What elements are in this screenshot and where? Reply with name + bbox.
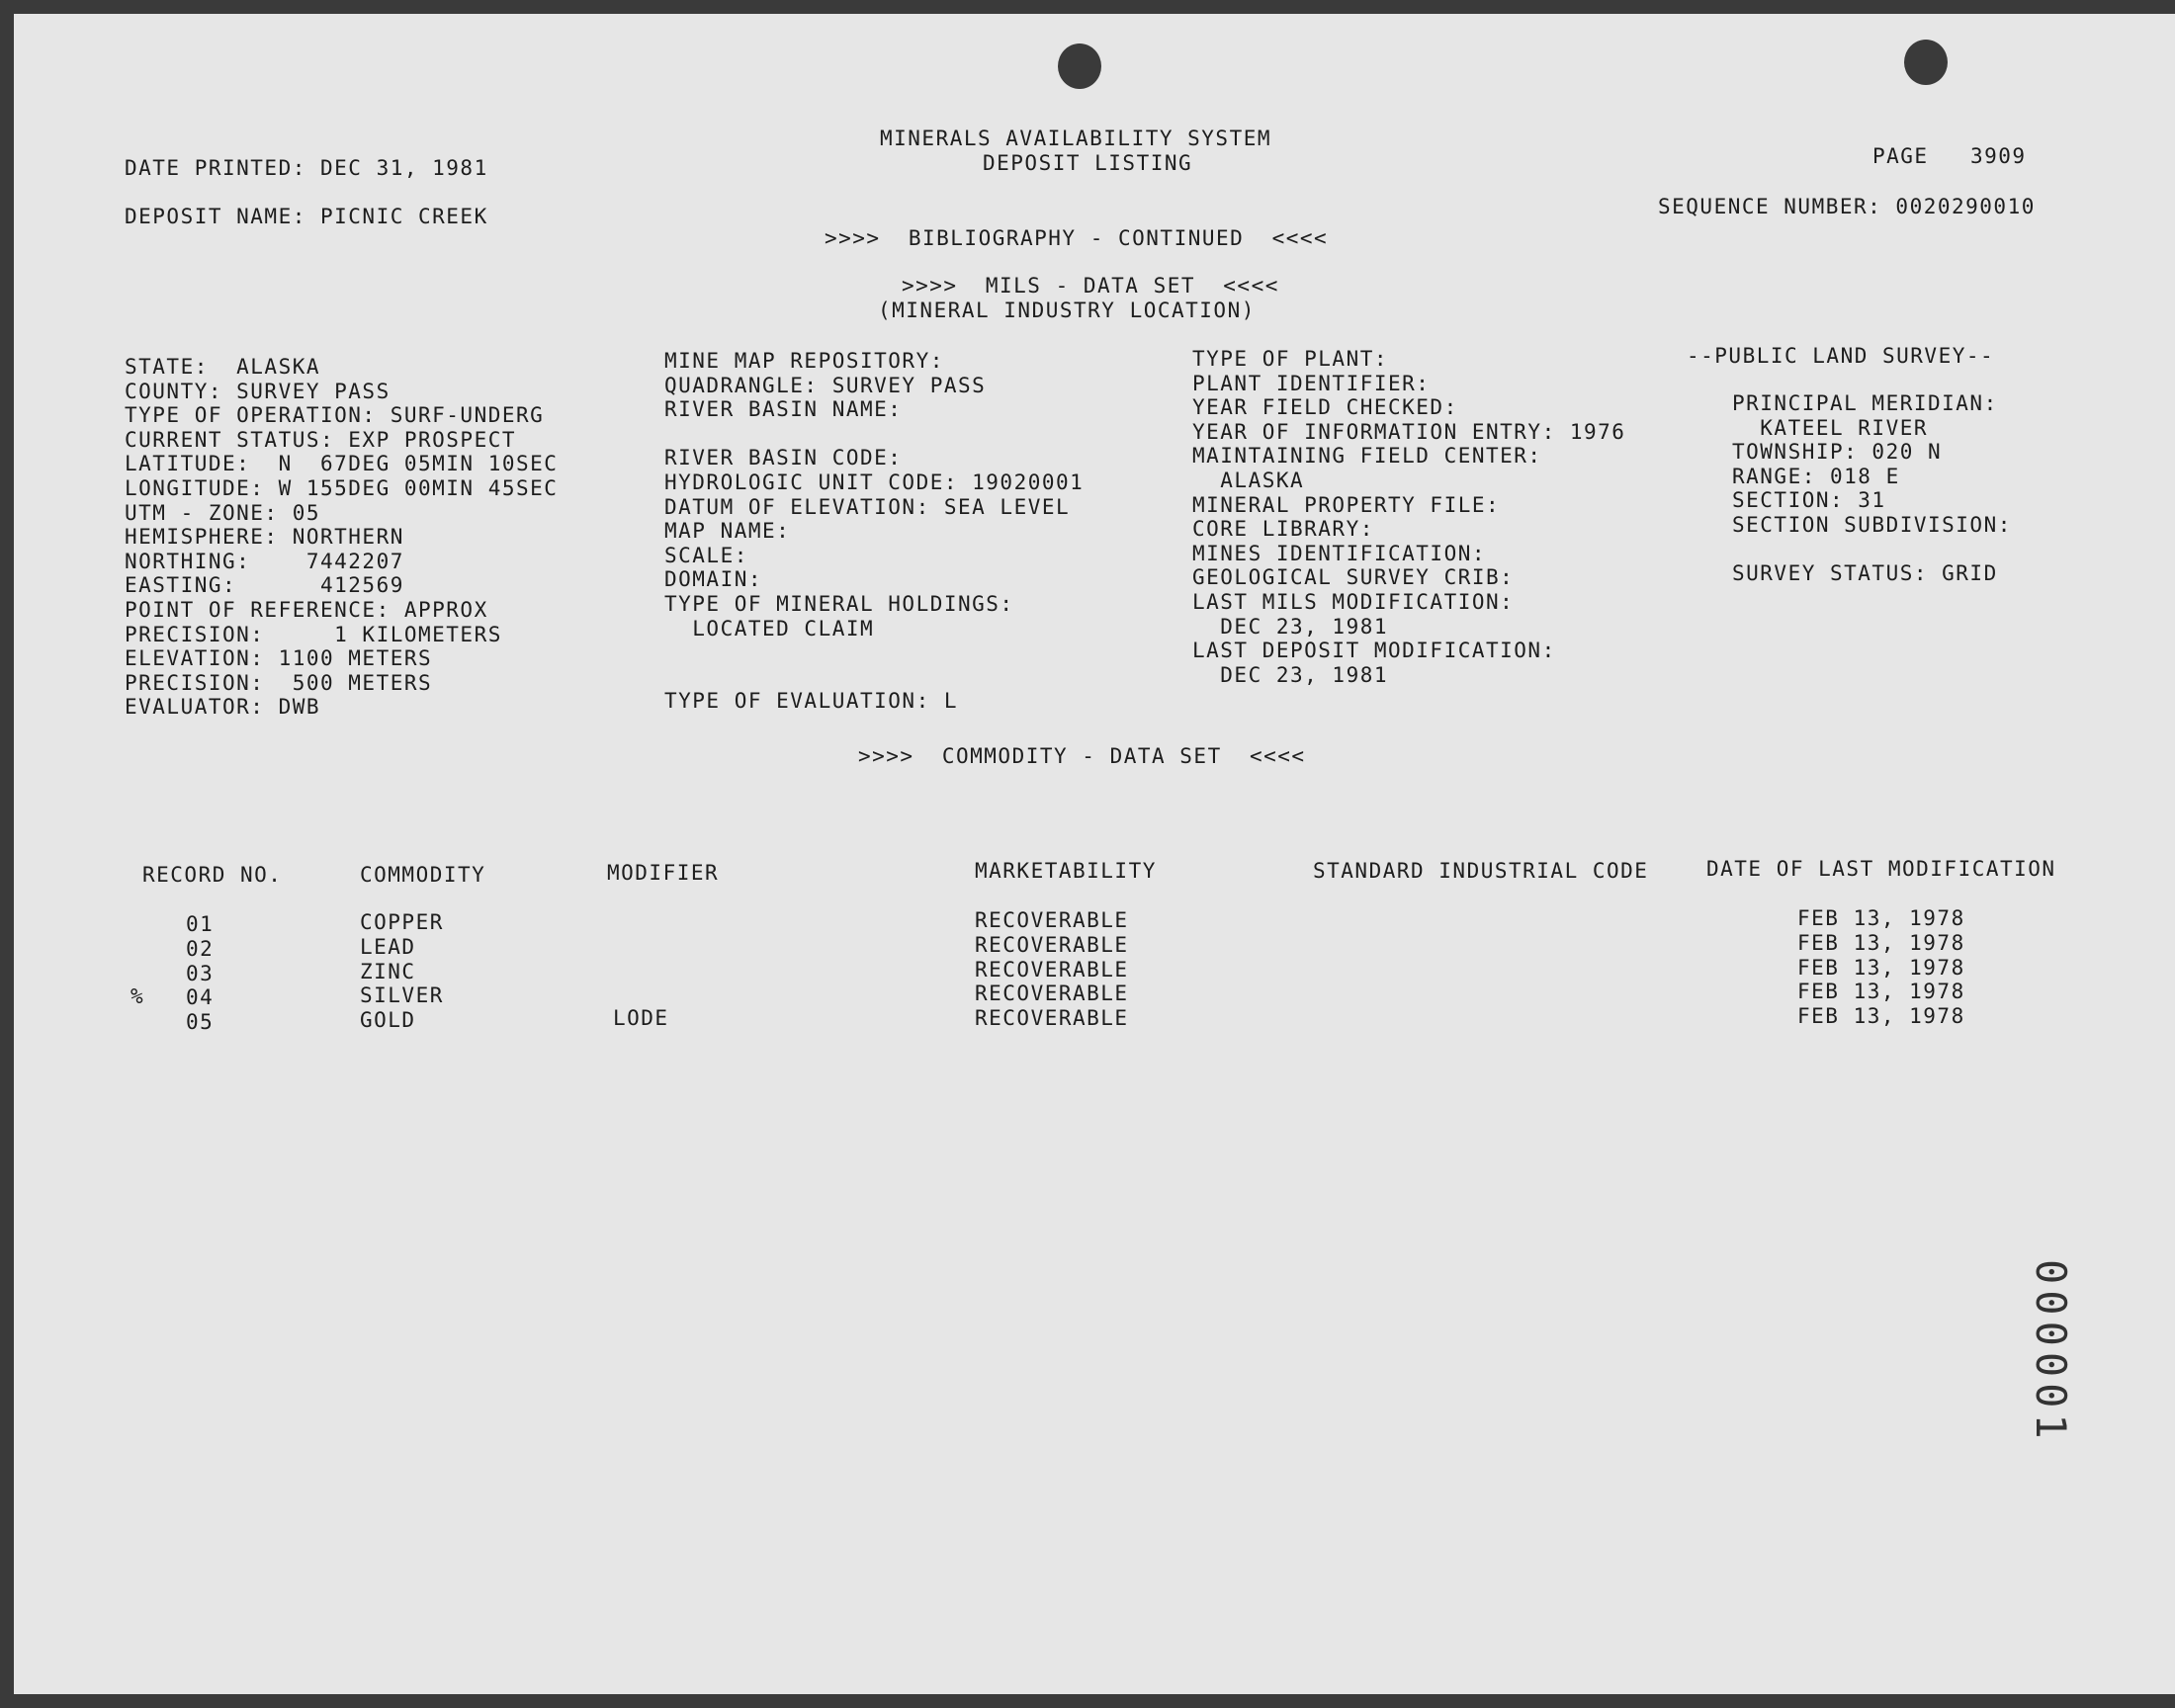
field-line: SECTION: 31: [1732, 488, 1886, 513]
header-date-last-modification: DATE OF LAST MODIFICATION: [1706, 857, 2056, 881]
commodity-cell: GOLD: [360, 1008, 416, 1033]
field-line: PLANT IDENTIFIER:: [1192, 371, 1431, 395]
field-line: YEAR FIELD CHECKED:: [1192, 395, 1458, 420]
field-line: STATE: ALASKA: [125, 355, 321, 379]
field-line: COUNTY: SURVEY PASS: [125, 379, 391, 403]
field-line: SCALE:: [664, 543, 748, 567]
field-line: [664, 640, 1084, 665]
field-line: HYDROLOGIC UNIT CODE: 19020001: [664, 470, 1085, 494]
commodity-cell: SILVER: [360, 983, 444, 1008]
marketability-cell: RECOVERABLE: [975, 932, 1129, 957]
field-line: LOCATED CLAIM: [664, 616, 875, 640]
field-line: [664, 665, 1084, 690]
commodity-cell: LEAD: [360, 934, 416, 959]
land-survey-column: [1732, 391, 2012, 586]
field-line: [1732, 538, 2012, 562]
deposit-name: DEPOSIT NAME: PICNIC CREEK: [125, 205, 488, 228]
field-line: HEMISPHERE: NORTHERN: [125, 525, 404, 550]
field-line: MINES IDENTIFICATION:: [1192, 541, 1487, 565]
field-line: PRECISION: 500 METERS: [125, 670, 433, 695]
date-cell: FEB 13, 1978: [1797, 980, 1965, 1004]
field-line: LAST MILS MODIFICATION:: [1192, 589, 1515, 614]
field-line: UTM - ZONE: 05: [125, 500, 321, 525]
marketability-cell: RECOVERABLE: [975, 957, 1129, 982]
end-marker: %: [130, 984, 145, 1008]
field-line: DEC 23, 1981: [1192, 662, 1389, 687]
header-commodity: COMMODITY: [360, 863, 486, 887]
marketability-cell: RECOVERABLE: [975, 982, 1129, 1006]
field-line: TYPE OF EVALUATION: L: [664, 689, 959, 714]
printout-page: [14, 14, 2175, 1694]
binder-hole: [1904, 40, 1948, 85]
date-printed: DATE PRINTED: DEC 31, 1981: [125, 156, 488, 180]
field-line: DEC 23, 1981: [1192, 614, 1389, 639]
date-cell: FEB 13, 1978: [1797, 930, 1965, 955]
field-line: [664, 422, 1084, 447]
field-line: CURRENT STATUS: EXP PROSPECT: [125, 427, 517, 452]
header-sic: STANDARD INDUSTRIAL CODE: [1313, 859, 1649, 883]
field-line: RIVER BASIN CODE:: [664, 446, 903, 470]
binder-hole: [1058, 43, 1101, 89]
header-record-no: RECORD NO.: [142, 863, 283, 887]
mils-heading: >>>> MILS - DATA SET <<<<: [902, 274, 1279, 298]
field-line: DATUM OF ELEVATION: SEA LEVEL: [664, 494, 1071, 519]
field-line: TYPE OF PLANT:: [1192, 347, 1389, 371]
field-line: EASTING: 412569: [125, 573, 404, 598]
field-line: MAINTAINING FIELD CENTER:: [1192, 444, 1542, 469]
date-cell: FEB 13, 1978: [1797, 906, 1965, 930]
field-line: TYPE OF MINERAL HOLDINGS:: [664, 591, 1014, 616]
field-line: QUADRANGLE: SURVEY PASS: [664, 373, 987, 397]
mils-right-column: [1192, 347, 1625, 687]
margin-stamp: 000001: [2027, 1259, 2075, 1445]
sequence-number: SEQUENCE NUMBER: 0020290010: [1658, 195, 2036, 218]
field-line: MINE MAP REPOSITORY:: [664, 349, 944, 373]
mils-subtitle: (MINERAL INDUSTRY LOCATION): [878, 299, 1256, 322]
marketability-cell: RECOVERABLE: [975, 1006, 1129, 1031]
field-line: CORE LIBRARY:: [1192, 517, 1374, 542]
field-line: RANGE: 018 E: [1732, 464, 1900, 488]
field-line: KATEEL RIVER: [1732, 415, 1929, 440]
header-modifier: MODIFIER: [607, 861, 720, 885]
field-line: ALASKA: [1192, 468, 1305, 492]
field-line: LATITUDE: N 67DEG 05MIN 10SEC: [125, 452, 559, 476]
header-marketability: MARKETABILITY: [975, 859, 1157, 883]
field-line: ELEVATION: 1100 METERS: [125, 646, 433, 671]
commodity-cell: ZINC: [360, 959, 416, 983]
field-line: LAST DEPOSIT MODIFICATION:: [1192, 639, 1556, 663]
field-line: PRINCIPAL MERIDIAN:: [1732, 391, 1998, 415]
record-no-cell: 02: [186, 936, 215, 961]
page-number: PAGE 3909: [1872, 144, 2027, 168]
field-line: MINERAL PROPERTY FILE:: [1192, 492, 1501, 517]
field-line: POINT OF REFERENCE: APPROX: [125, 597, 488, 622]
field-line: LONGITUDE: W 155DEG 00MIN 45SEC: [125, 475, 559, 500]
field-line: PRECISION: 1 KILOMETERS: [125, 622, 502, 646]
land-survey-heading: --PUBLIC LAND SURVEY--: [1687, 344, 1995, 368]
field-line: RIVER BASIN NAME:: [664, 397, 903, 422]
field-line: MAP NAME:: [664, 519, 791, 544]
field-line: NORTHING: 7442207: [125, 549, 404, 573]
system-title: MINERALS AVAILABILITY SYSTEM: [880, 127, 1272, 150]
date-cell: FEB 13, 1978: [1797, 1004, 1965, 1029]
commodity-cell: COPPER: [360, 910, 444, 934]
field-line: TYPE OF OPERATION: SURF-UNDERG: [125, 403, 545, 428]
commodity-heading: >>>> COMMODITY - DATA SET <<<<: [858, 744, 1306, 768]
bibliography-heading: >>>> BIBLIOGRAPHY - CONTINUED <<<<: [825, 226, 1329, 250]
field-line: EVALUATOR: DWB: [125, 695, 321, 720]
record-no-cell: 03: [186, 961, 215, 985]
field-line: DOMAIN:: [664, 567, 763, 592]
field-line: TOWNSHIP: 020 N: [1732, 440, 1943, 465]
field-line: SECTION SUBDIVISION:: [1732, 512, 2012, 537]
mils-left-column: [125, 355, 558, 720]
marketability-cell: RECOVERABLE: [975, 908, 1129, 932]
record-no-cell: 01: [186, 912, 215, 936]
record-no-cell: 05: [186, 1010, 215, 1035]
record-no-cell: 04: [186, 985, 215, 1010]
modifier-cell: LODE: [613, 1006, 669, 1031]
field-line: GEOLOGICAL SURVEY CRIB:: [1192, 565, 1515, 590]
field-line: YEAR OF INFORMATION ENTRY: 1976: [1192, 419, 1626, 444]
listing-title: DEPOSIT LISTING: [983, 151, 1193, 175]
date-cell: FEB 13, 1978: [1797, 955, 1965, 980]
mils-middle-column: [664, 349, 1084, 714]
field-line: SURVEY STATUS: GRID: [1732, 561, 1998, 586]
